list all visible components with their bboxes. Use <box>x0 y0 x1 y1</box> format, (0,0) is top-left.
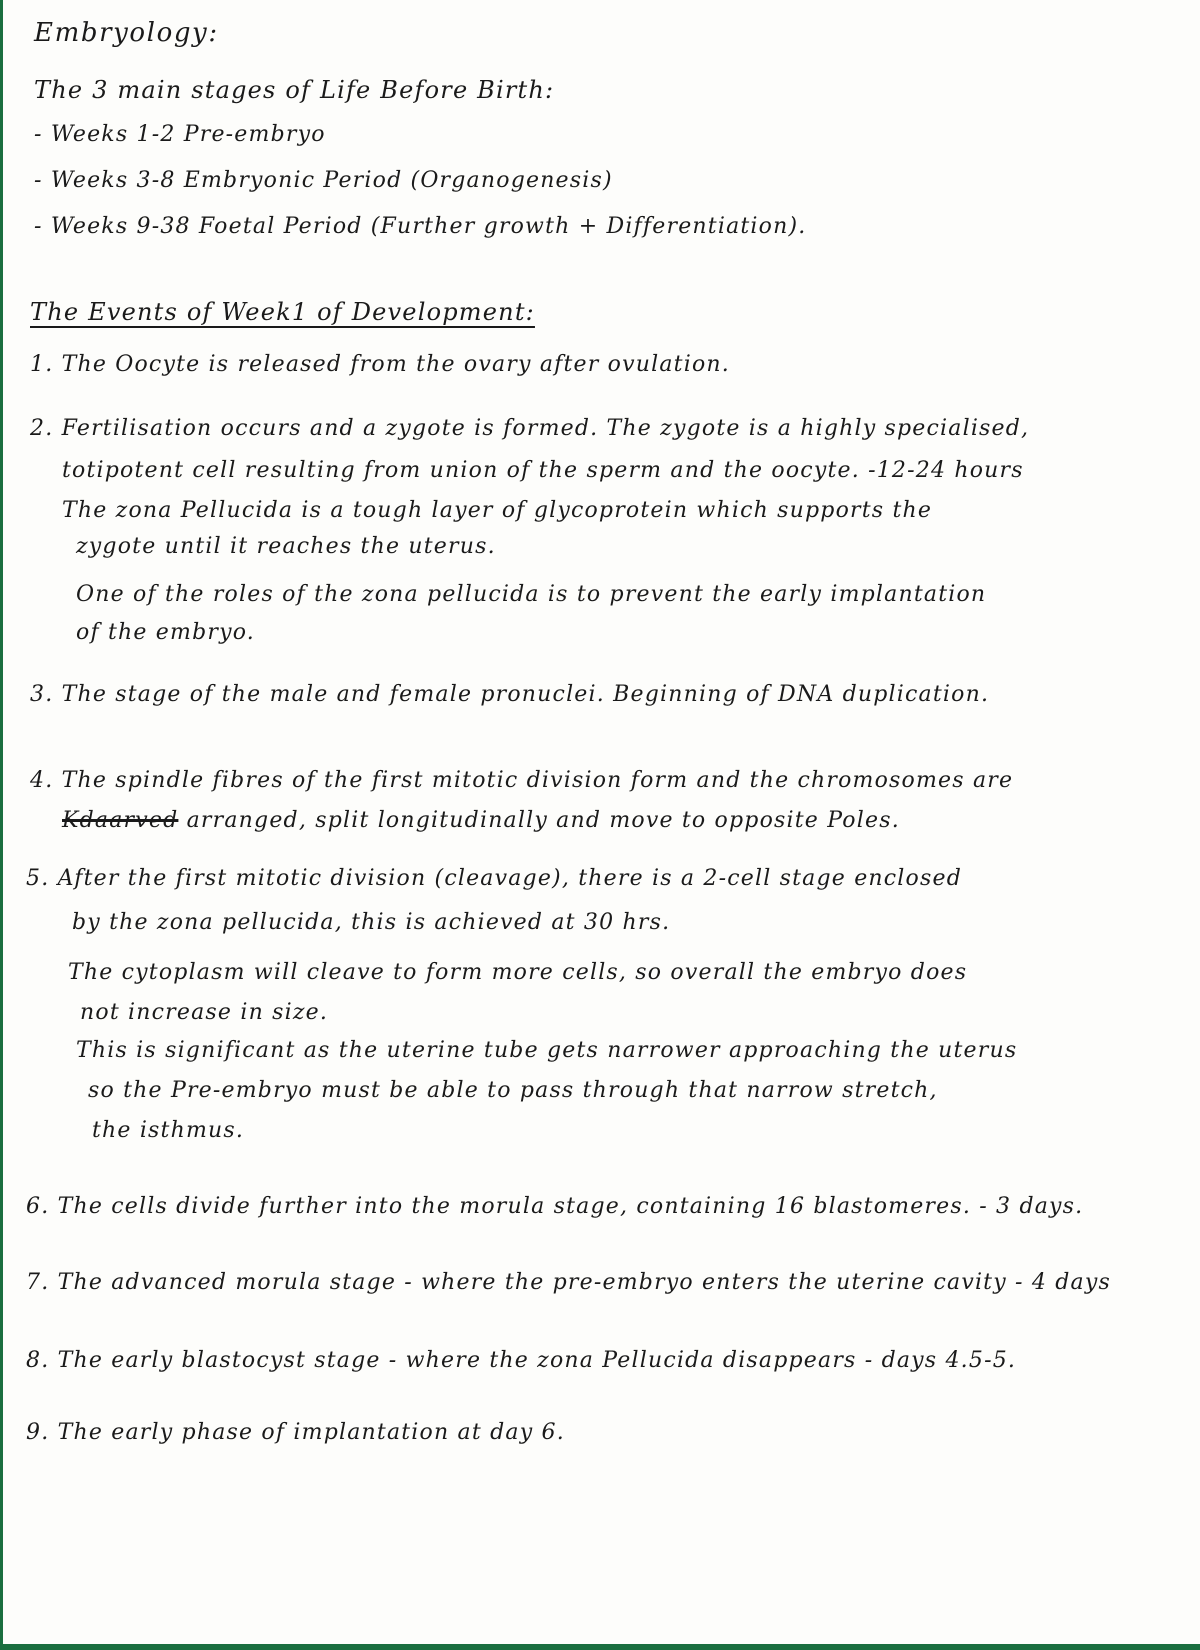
events-heading: The Events of Week1 of Development: <box>30 298 535 326</box>
event-line-5c: The cytoplasm will cleave to form more cells, so overall the embryo does <box>68 960 968 985</box>
event-line-2a: 2. Fertilisation occurs and a zygote is formed. The zygote is a highly specialised, <box>30 416 1030 441</box>
event-line-1: 1. The Oocyte is released from the ovary after ovulation. <box>30 352 730 377</box>
event-line-3: 3. The stage of the male and female pronuclei. Beginning of DNA duplication. <box>30 682 990 707</box>
event-line-5b: by the zona pellucida, this is achieved at 30 hrs. <box>72 910 671 935</box>
event-line-5e: This is significant as the uterine tube gets narrower approaching the uterus <box>76 1038 1018 1063</box>
event-line-5d: not increase in size. <box>80 1000 329 1025</box>
event-line-5f: so the Pre-embryo must be able to pass through that narrow stretch, <box>88 1078 938 1103</box>
event-line-4b <box>62 810 900 832</box>
crossed-out-word: Kdaarved <box>62 808 179 833</box>
page-edge-left <box>0 0 3 1650</box>
event-line-4b-text: arranged, split longitudinally and move to opposite Poles. <box>186 808 900 833</box>
page-title: Embryology: <box>34 18 219 48</box>
event-line-7: 7. The advanced morula stage - where the pre-embryo enters the uterine cavity - 4 days <box>26 1270 1111 1295</box>
event-line-2c: The zona Pellucida is a tough layer of glycoprotein which supports the <box>62 498 933 523</box>
event-line-4a: 4. The spindle fibres of the first mitotic division form and the chromosomes are <box>30 768 1014 793</box>
stages-heading: The 3 main stages of Life Before Birth: <box>34 76 555 104</box>
stage-item-foetal: - Weeks 9-38 Foetal Period (Further growth + Differentiation). <box>34 214 807 239</box>
event-line-2b: totipotent cell resulting from union of the sperm and the oocyte. -12-24 hours <box>62 458 1024 483</box>
event-line-2e: One of the roles of the zona pellucida is to prevent the early implantation <box>76 582 987 607</box>
stage-item-embryonic: - Weeks 3-8 Embryonic Period (Organogenesis) <box>34 168 613 193</box>
event-line-8: 8. The early blastocyst stage - where the zona Pellucida disappears - days 4.5-5. <box>26 1348 1017 1373</box>
event-line-2f: of the embryo. <box>76 620 255 645</box>
event-line-6: 6. The cells divide further into the morula stage, containing 16 blastomeres. - 3 days. <box>26 1194 1084 1219</box>
event-line-2d: zygote until it reaches the uterus. <box>76 534 496 559</box>
event-line-5g: the isthmus. <box>92 1118 245 1143</box>
event-line-9: 9. The early phase of implantation at day 6. <box>26 1420 565 1445</box>
page-edge-bottom <box>0 1644 1200 1650</box>
event-line-5a: 5. After the first mitotic division (cleavage), there is a 2-cell stage enclosed <box>26 866 962 891</box>
stage-item-pre-embryo: - Weeks 1-2 Pre-embryo <box>34 122 326 147</box>
